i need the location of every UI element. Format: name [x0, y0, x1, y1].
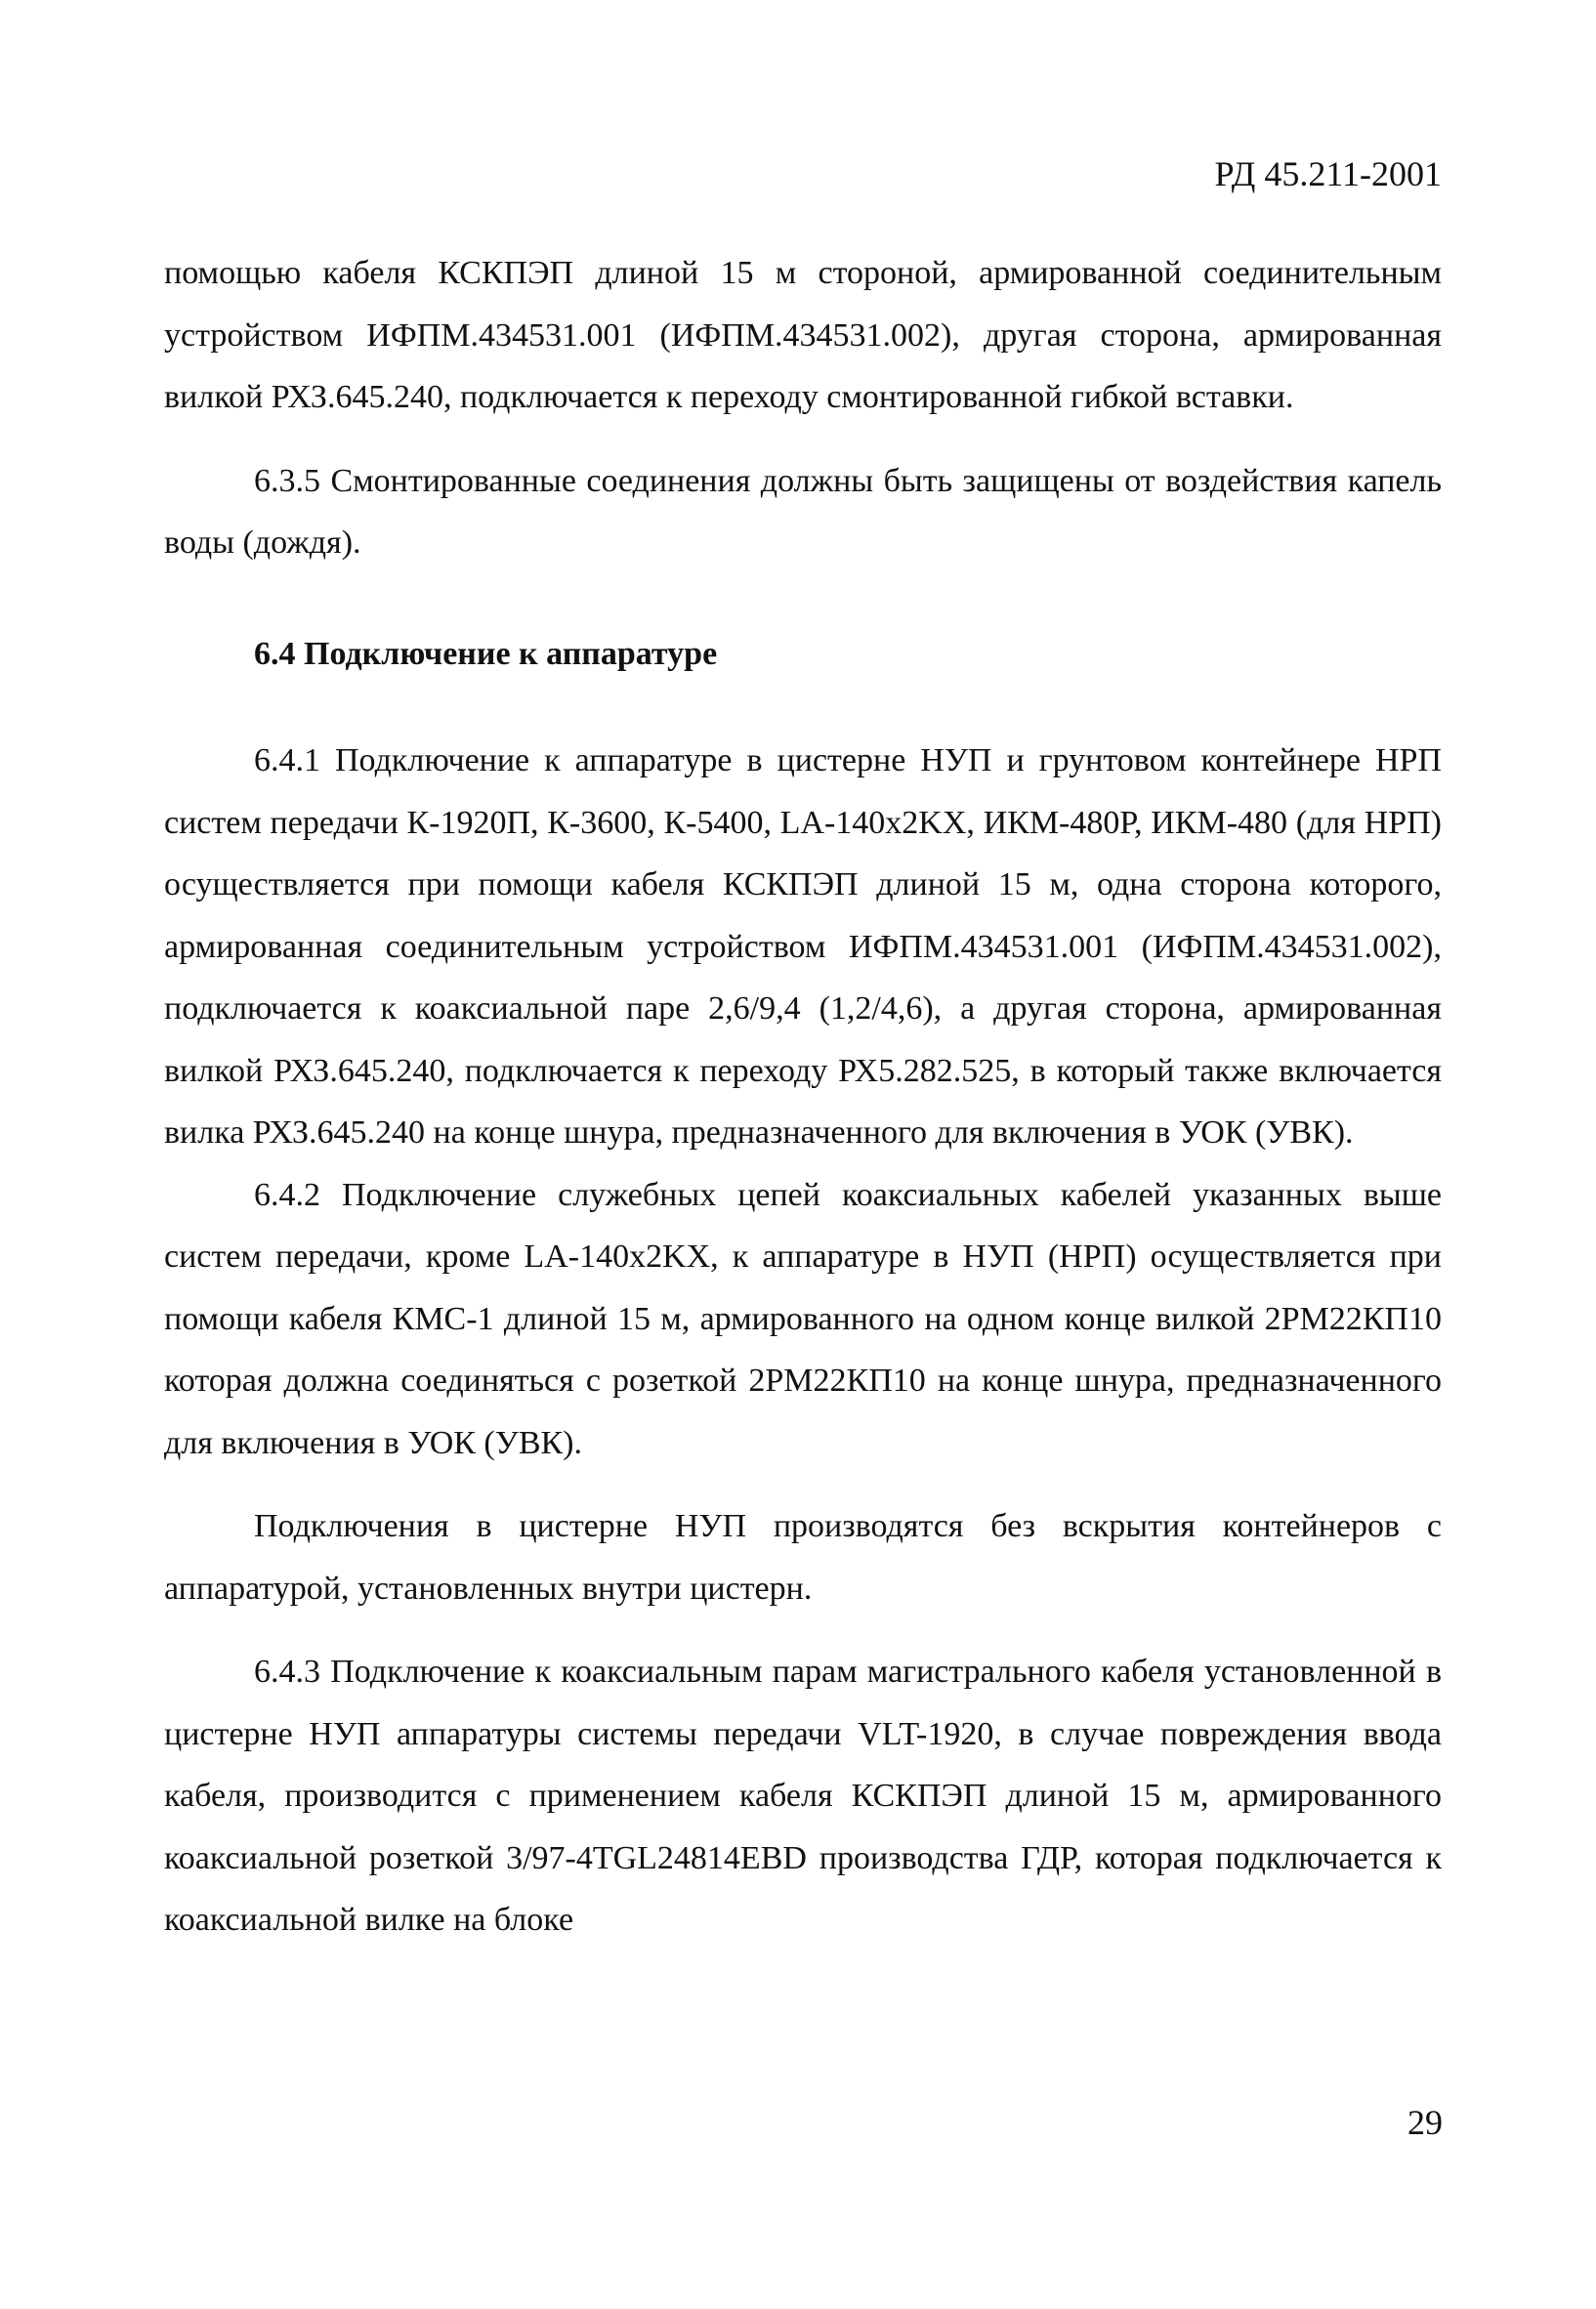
page-number: 29	[1407, 2103, 1443, 2142]
paragraph-6-4-2: 6.4.2 Подключение служебных цепей коаксиальных кабелей указанных выше систем передачи, кроме LA-140x2KX, к аппаратуре в НУП (НРП) осуществляется при помощи кабеля КМС-1 длиной 15 м, армированного на одном конце вилкой 2РМ22КП10 которая должна соединяться с розеткой 2РМ22КП10 на конце шнура, предназначенного для включения в УОК (УВК).	[164, 1176, 1442, 1461]
document-body	[164, 242, 1442, 1952]
section-heading-6-4: 6.4 Подключение к аппаратуре	[254, 635, 718, 672]
paragraph-nup-note: Подключения в цистерне НУП производятся без вскрытия контейнеров с аппаратурой, установленных внутри цистерн.	[164, 1508, 1442, 1607]
paragraph-6-4-1: 6.4.1 Подключение к аппаратуре в цистерне НУП и грунтовом контейнере НРП систем передачи К-1920П, К-3600, К-5400, LA-140x2KX, ИКМ-480Р, ИКМ-480 (для НРП) осуществляется при помощи кабеля КСКПЭП длиной 15 м, одна сторона которого, армированная соединительным устройством ИФПМ.434531.001 (ИФПМ.434531.002), подключается к коаксиальной паре 2,6/9,4 (1,2/4,6), а другая сторона, армированная вилкой РХЗ.645.240, подключается к переходу РХ5.282.525, в который также включается вилка РХЗ.645.240 на конце шнура, предназначенного для включения в УОК (УВК).	[164, 742, 1442, 1151]
paragraph-6-4-3: 6.4.3 Подключение к коаксиальным парам магистрального кабеля установленной в цистерне НУП аппаратуры системы передачи VLT-1920, в случае повреждения ввода кабеля, производится с применением кабеля КСКПЭП длиной 15 м, армированного коаксиальной розеткой 3/97-4TGL24814EBD производства ГДР, которая подключается к коаксиальной вилке на блоке	[164, 1654, 1442, 1938]
paragraph-continuation: помощью кабеля КСКПЭП длиной 15 м стороной, армированной соединительным устройством ИФПМ.434531.001 (ИФПМ.434531.002), другая сторона, армированная вилкой РХЗ.645.240, подключается к переходу смонтированной гибкой вставки.	[164, 255, 1442, 415]
document-code: РД 45.211-2001	[1214, 154, 1442, 193]
paragraph-6-3-5: 6.3.5 Смонтированные соединения должны быть защищены от воздействия капель воды (дождя).	[164, 462, 1442, 561]
